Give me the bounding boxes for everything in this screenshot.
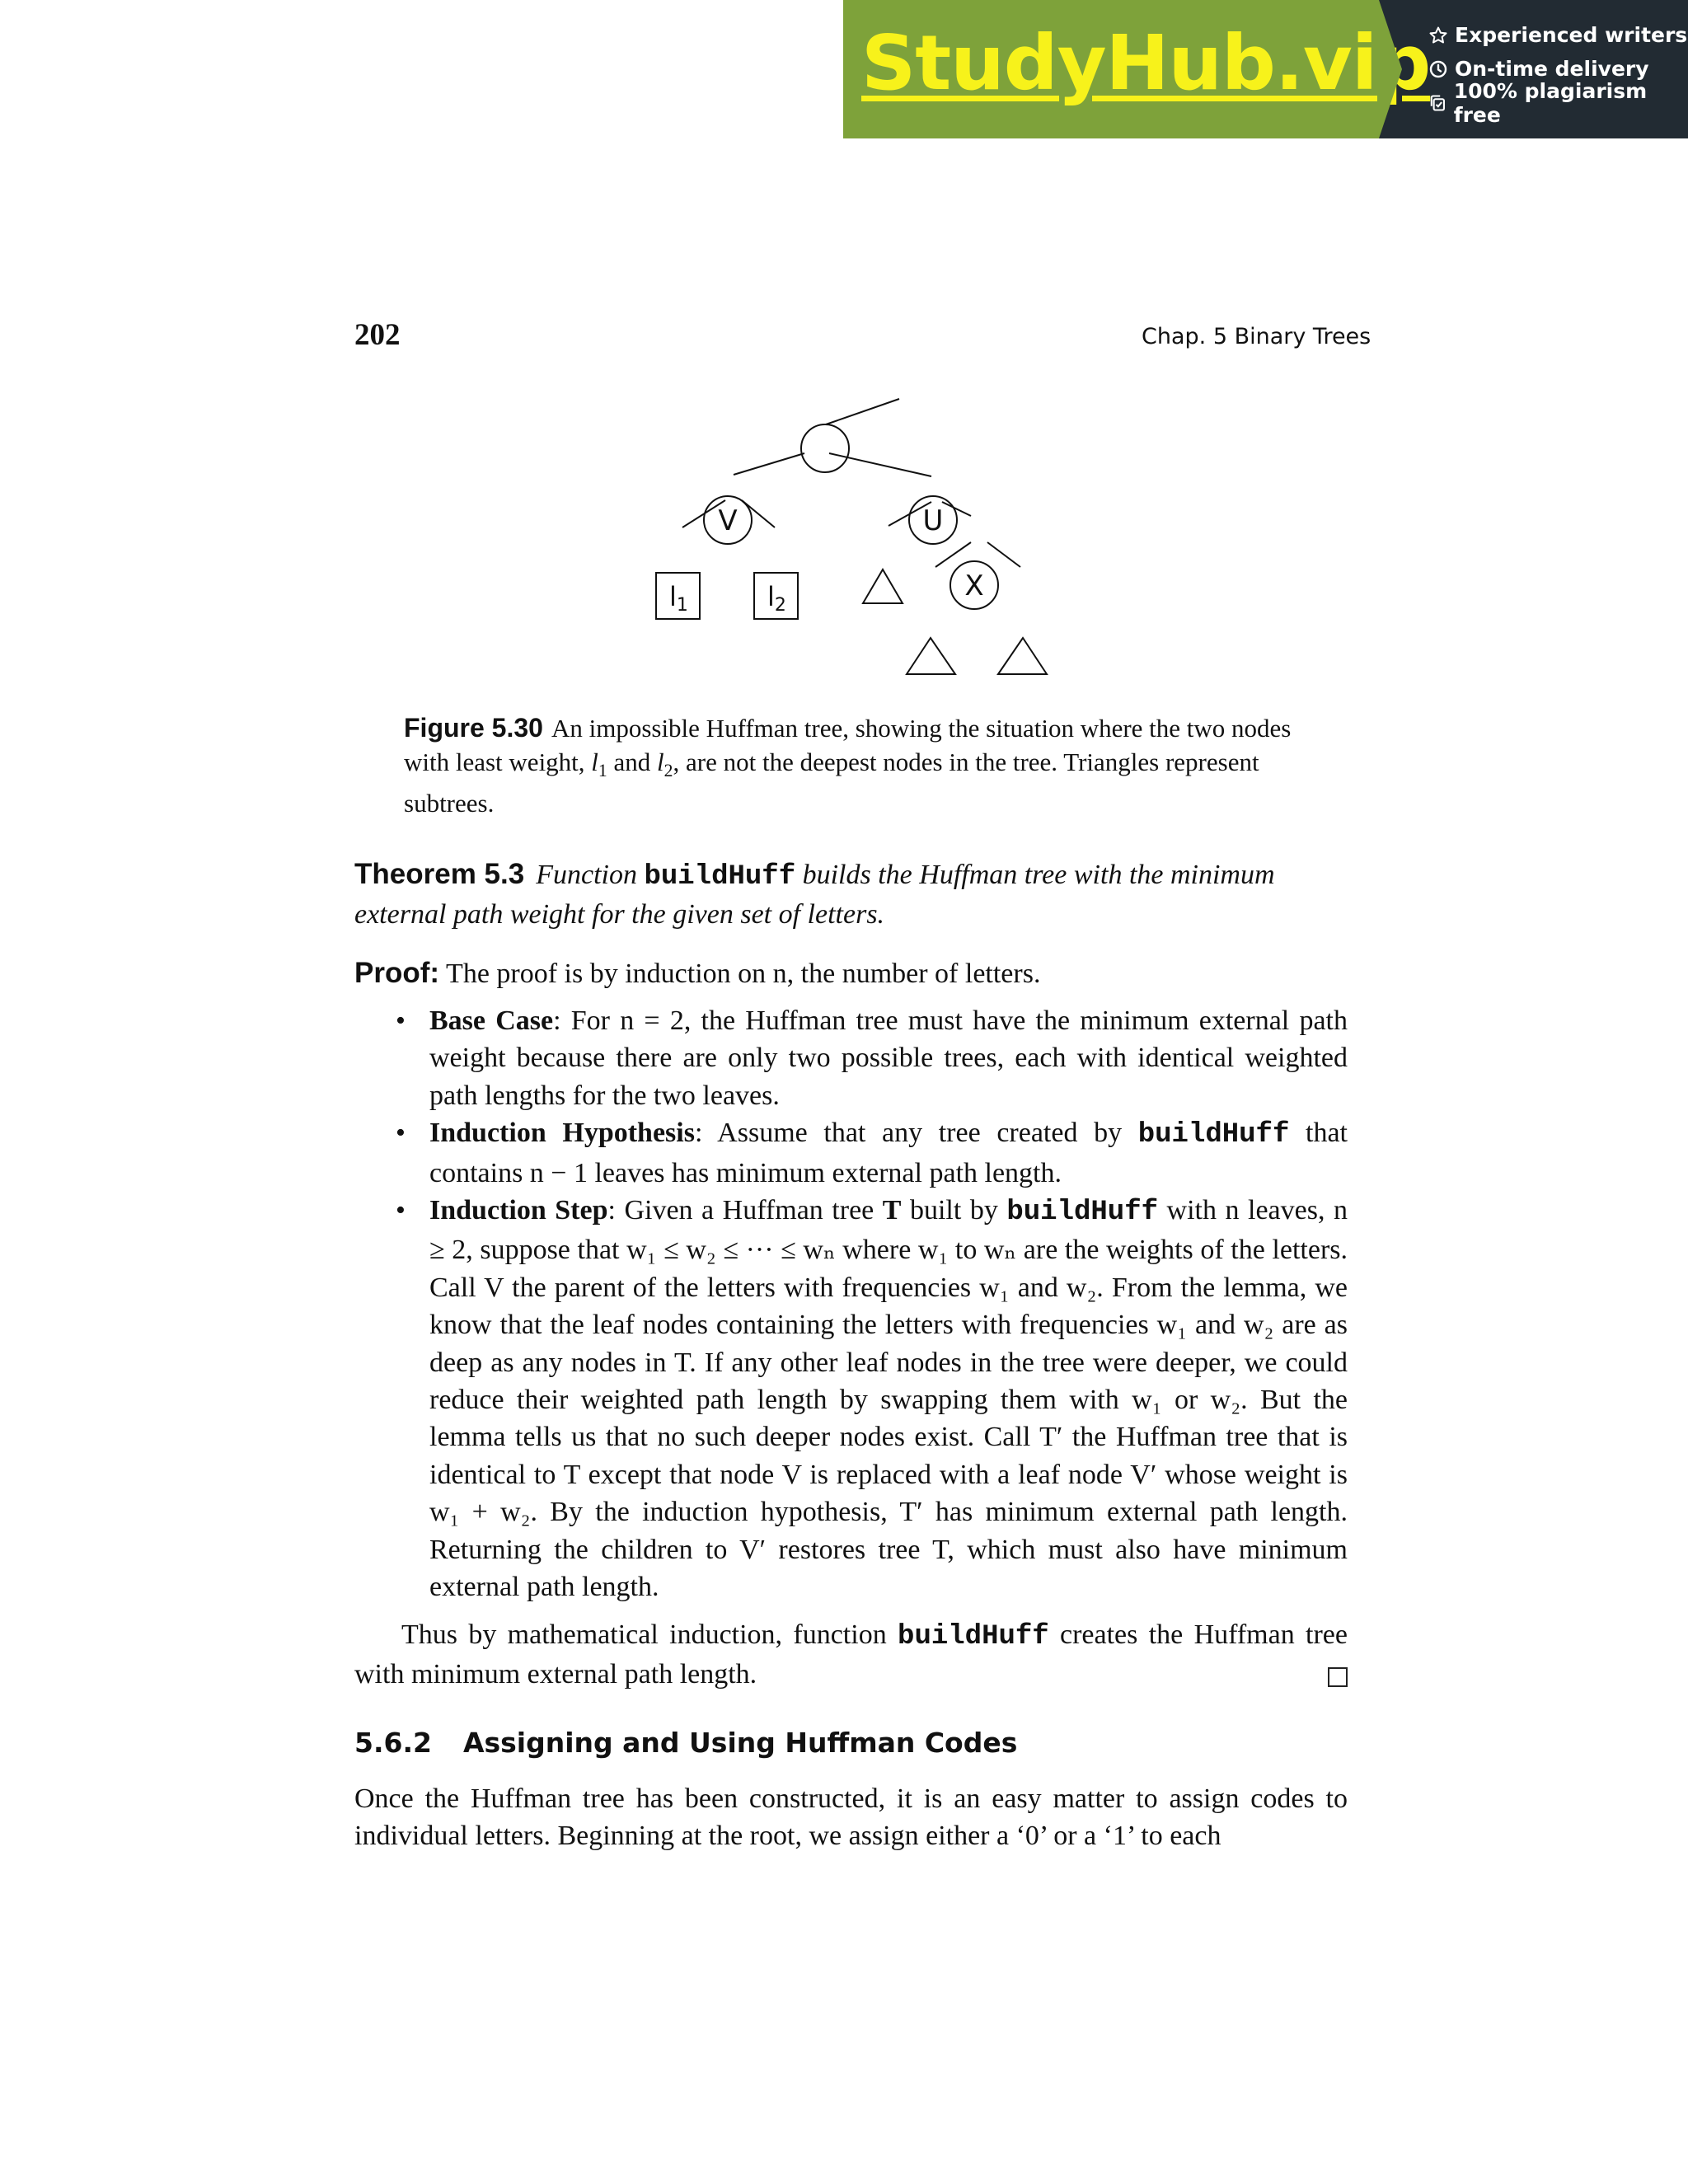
brand-logo[interactable]: StudyHub.vip: [861, 19, 1431, 107]
list-item: • Induction Hypothesis: Assume that any tree created by buildHuff that contains n − 1 leaves has minimum external path length.: [396, 1118, 1348, 1188]
proof: [354, 954, 1348, 993]
page-number: 202: [354, 318, 401, 352]
star-icon: [1428, 26, 1448, 45]
proof-steps: [354, 1002, 1348, 1606]
bullet-tree-symbol: T: [882, 1195, 902, 1226]
subtree-triangle: [907, 638, 955, 674]
bullet-text-end: with n leaves, n ≥ 2, suppose that w₁ ≤ w₂ ≤ ··· ≤ wₙ where w₁ to wₙ are the weights of the letters. Call V the parent of the letters with frequencies w₁ and w₂. From the lemma, we know that the leaf nodes containing the letters with frequencies w₁ and w₂ are as deep as any nodes in T. If any other leaf nodes in the tree were deeper, we could reduce their weighted path length by swapping them with w₁ or w₂. But the lemma tells us that no such deeper nodes exist. Call T′ the Huffman tree that is identical to T except that node V is replaced with a leaf node V′ whose weight is w₁ + w₂. By the induction hypothesis, T′ has minimum external path length. Returning the children to V′ restores tree T, which must also have minimum external path length.: [429, 1195, 1348, 1603]
bullet-code: buildHuff: [1006, 1197, 1159, 1229]
bullet-text: : For n = 2, the Huffman tree must have the minimum external path weight because there are only two possible trees, each with identical weighted path lengths for the two leaves.: [429, 1005, 1348, 1111]
caption-l1: l: [591, 747, 598, 776]
theorem-text-end: builds the Huffman tree with the minimum external path weight for the given set of letters.: [354, 860, 1275, 930]
huffman-tree-figure: [643, 387, 1055, 692]
theorem-code: buildHuff: [644, 861, 796, 893]
conclusion-text-end: creates the Huffman tree with minimum external path length.: [354, 1619, 1348, 1690]
feature-label: On-time delivery: [1455, 57, 1649, 81]
bullet-term: Base Case: [429, 1005, 554, 1036]
bullet-text: : Given a Huffman tree: [607, 1195, 883, 1226]
bullet-term: Induction Hypothesis: [429, 1118, 695, 1149]
leaf-l2-label: l2: [767, 581, 786, 616]
leaf-l1-label: l1: [669, 581, 688, 616]
edge-root-u: [829, 453, 931, 476]
bullet-term: Induction Step: [429, 1195, 608, 1226]
ad-banner[interactable]: [843, 0, 1688, 138]
section-heading: [354, 1727, 1017, 1759]
feature-label: 100% plagiarism free: [1453, 78, 1648, 127]
caption-text: An impossible Huffman tree, showing the situation where the two nodes with least weight,: [404, 714, 1292, 776]
node-v-label: V: [718, 504, 738, 537]
node-u-label: U: [922, 504, 944, 537]
copy-icon: [1428, 93, 1447, 113]
running-head: Chap. 5 Binary Trees: [1142, 324, 1372, 349]
section-title: Assigning and Using Huffman Codes: [462, 1727, 1018, 1759]
caption-text-end: , are not the deepest nodes in the tree. Triangles represent subtrees.: [404, 747, 1259, 818]
qed-box-icon: [1328, 1667, 1348, 1687]
bullet-text-end: that contains n − 1 leaves has minimum external path length.: [429, 1118, 1348, 1188]
theorem: [354, 855, 1348, 934]
section-number: 5.6.2: [354, 1727, 432, 1759]
root-node: [801, 424, 849, 472]
feature-item: [1428, 78, 1688, 127]
root-edge: [826, 399, 899, 424]
feature-item: [1428, 18, 1688, 52]
proof-label: Proof:: [354, 957, 440, 989]
banner-brand-panel: [843, 0, 1431, 138]
caption-l1-sub: 1: [598, 760, 607, 780]
caption-l2: l: [657, 747, 664, 776]
feature-label: Experienced writers: [1455, 23, 1688, 47]
theorem-text: Function: [536, 860, 645, 890]
proof-conclusion: [354, 1616, 1348, 1694]
conclusion-text: Thus by mathematical induction, function: [401, 1619, 898, 1650]
edge-root-v: [734, 453, 804, 475]
list-item: • Induction Step: Given a Huffman tree T built by buildHuff with n leaves, n ≥ 2, suppose that w₁ ≤ w₂ ≤ ··· ≤ wₙ where w₁ to wₙ are the weights of the letters. Call V the parent of the letters with frequencies w₁ and w₂. From the lemma, we know that the leaf nodes containing the letters with frequencies w₁ and w₂ are as deep as any nodes in T. If any other leaf nodes in the tree were deeper, we could reduce their weighted path length by swapping them with w₁ or w₂. But the lemma tells us that no such deeper nodes exist. Call T′ the Huffman tree that is identical to T except that node V is replaced with a leaf node V′ whose weight is w₁ + w₂. By the induction hypothesis, T′ has minimum external path length. Returning the children to V′ restores tree T, which must also have minimum external path length.: [396, 1195, 1348, 1603]
list-item: • Base Case: For n = 2, the Huffman tree must have the minimum external path weight because there are only two possible trees, each with identical weighted path lengths for the two leaves.: [396, 1005, 1348, 1111]
caption-l2-sub: 2: [663, 760, 673, 780]
body-paragraph: Once the Huffman tree has been constructed, it is an easy matter to assign codes to individual letters. Beginning at the root, we assign either a ‘0’ or a ‘1’ to each: [354, 1783, 1348, 1851]
bullet-text: : Assume that any tree created by: [694, 1118, 1138, 1149]
caption-and: and: [607, 747, 658, 776]
figure-caption: [404, 711, 1302, 821]
bullet-text-mid: built by: [901, 1195, 1007, 1226]
node-x-label: X: [964, 569, 984, 602]
edge-x-sub-right: [987, 542, 1020, 567]
theorem-label: Theorem 5.3: [354, 858, 525, 890]
clock-icon: [1428, 59, 1448, 79]
subtree-triangle: [998, 638, 1047, 674]
proof-text: The proof is by induction on n, the number of letters.: [446, 958, 1041, 989]
caption-label: Figure 5.30: [404, 713, 543, 743]
bullet-code: buildHuff: [1137, 1119, 1290, 1151]
subtree-triangle: [863, 569, 903, 603]
conclusion-code: buildHuff: [898, 1621, 1049, 1652]
